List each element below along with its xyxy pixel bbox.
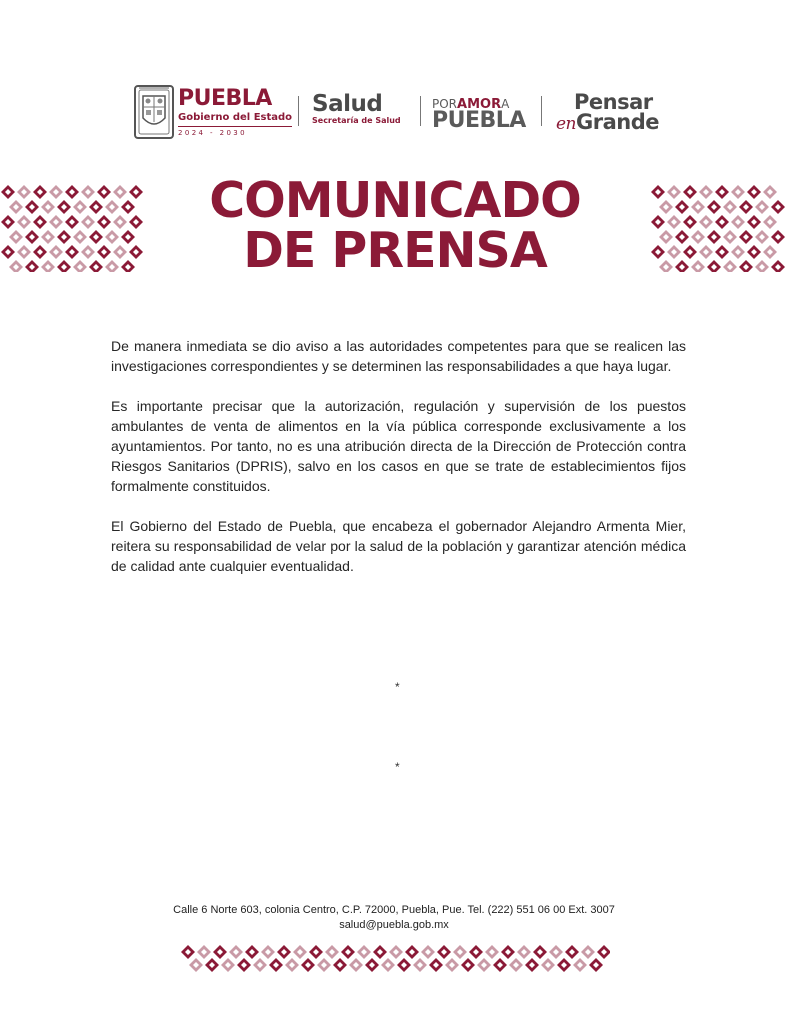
pattern-motif: [65, 245, 79, 259]
pattern-motif: [771, 230, 785, 244]
pattern-motif: [73, 200, 87, 214]
pattern-motif: [723, 260, 737, 272]
pattern-motif: [49, 185, 63, 199]
pattern-motif: [565, 945, 579, 959]
pattern-motif: [65, 185, 79, 199]
pattern-motif: [197, 945, 211, 959]
pattern-motif: [667, 215, 681, 229]
pattern-motif: [229, 945, 243, 959]
pattern-motif: [97, 185, 111, 199]
pattern-motif: [1, 215, 15, 229]
pattern-motif: [213, 945, 227, 959]
pattern-motif: [49, 215, 63, 229]
pattern-motif: [541, 958, 555, 972]
talavera-pattern-right: [650, 184, 788, 272]
pensar-en-grande-logo: [556, 92, 659, 134]
pattern-motif: [581, 945, 595, 959]
pensar-logo-grande: Grande: [576, 110, 660, 134]
footer-email: salud@puebla.gob.mx: [339, 919, 449, 931]
section-separator: *: [395, 680, 400, 694]
pattern-motif: [493, 958, 507, 972]
pattern-motif: [413, 958, 427, 972]
pattern-motif: [17, 185, 31, 199]
pattern-motif: [41, 230, 55, 244]
pattern-motif: [253, 958, 267, 972]
pattern-motif: [501, 945, 515, 959]
pattern-motif: [461, 958, 475, 972]
pattern-motif: [707, 200, 721, 214]
pattern-motif: [731, 215, 745, 229]
pattern-motif: [549, 945, 563, 959]
pattern-motif: [453, 945, 467, 959]
puebla-logo: [178, 88, 292, 138]
pattern-motif: [739, 260, 753, 272]
pattern-motif: [429, 958, 443, 972]
pattern-motif: [683, 185, 697, 199]
pattern-motif: [325, 945, 339, 959]
pattern-motif: [525, 958, 539, 972]
amor-logo-puebla: PUEBLA: [432, 108, 526, 133]
pattern-motif: [181, 945, 195, 959]
pattern-motif: [41, 200, 55, 214]
press-release-body: [111, 336, 686, 596]
pattern-motif: [357, 945, 371, 959]
pattern-motif: [589, 958, 603, 972]
pattern-motif: [707, 260, 721, 272]
pattern-motif: [221, 958, 235, 972]
pattern-motif: [9, 200, 23, 214]
talavera-pattern-footer: [180, 944, 610, 974]
pattern-motif: [25, 260, 39, 272]
pattern-motif: [699, 185, 713, 199]
pattern-motif: [349, 958, 363, 972]
pattern-motif: [57, 260, 71, 272]
pattern-motif: [381, 958, 395, 972]
pattern-motif: [723, 200, 737, 214]
pattern-motif: [691, 260, 705, 272]
amor-logo-amor: AMOR: [457, 97, 502, 112]
pattern-motif: [715, 215, 729, 229]
pattern-motif: [659, 230, 673, 244]
pattern-motif: [755, 260, 769, 272]
pattern-motif: [1, 185, 15, 199]
pattern-motif: [81, 215, 95, 229]
puebla-logo-years: 2024 - 2030: [178, 126, 292, 138]
pattern-motif: [1, 245, 15, 259]
pattern-motif: [573, 958, 587, 972]
pattern-motif: [129, 215, 143, 229]
pattern-motif: [699, 245, 713, 259]
pattern-motif: [683, 245, 697, 259]
pattern-motif: [755, 200, 769, 214]
pattern-motif: [389, 945, 403, 959]
pattern-motif: [747, 185, 761, 199]
pattern-motif: [25, 230, 39, 244]
pattern-motif: [691, 230, 705, 244]
pattern-motif: [105, 260, 119, 272]
pattern-motif: [691, 200, 705, 214]
pattern-motif: [105, 200, 119, 214]
salud-logo-subtitle: Secretaría de Salud: [312, 116, 401, 125]
footer-contact: [0, 903, 788, 933]
pattern-motif: [477, 958, 491, 972]
pattern-motif: [509, 958, 523, 972]
pattern-motif: [651, 245, 665, 259]
amor-logo-a: A: [501, 97, 510, 111]
puebla-logo-name: PUEBLA: [178, 86, 272, 111]
body-paragraph: Es importante precisar que la autorización, regulación y supervisión de los puestos ambulantes de venta de alimentos en la vía pública corresponde exclusivamente a los ayuntamientos. Por tanto, no es una atribución directa de la Dirección de Protección contra Riesgos Sanitarios (DPRIS), salvo en los casos en que se trate de establecimientos fijos formalmente constituidos.: [111, 398, 686, 494]
por-amor-a-puebla-logo: [432, 98, 526, 131]
pattern-motif: [89, 260, 103, 272]
pattern-motif: [81, 245, 95, 259]
pattern-motif: [189, 958, 203, 972]
pattern-motif: [739, 200, 753, 214]
talavera-pattern-left: [0, 184, 146, 272]
pattern-motif: [73, 230, 87, 244]
pattern-motif: [771, 200, 785, 214]
title-line-1: COMUNICADO: [209, 172, 581, 229]
pattern-motif: [341, 945, 355, 959]
pattern-motif: [121, 200, 135, 214]
pensar-logo-en: en: [556, 114, 577, 134]
pattern-motif: [49, 245, 63, 259]
pattern-motif: [113, 245, 127, 259]
pattern-motif: [277, 945, 291, 959]
pattern-motif: [81, 185, 95, 199]
pattern-motif: [763, 245, 777, 259]
pattern-motif: [129, 185, 143, 199]
pattern-motif: [373, 945, 387, 959]
pattern-motif: [57, 200, 71, 214]
pattern-motif: [485, 945, 499, 959]
state-seal-icon: [133, 82, 175, 142]
pattern-motif: [469, 945, 483, 959]
pattern-motif: [715, 185, 729, 199]
pattern-motif: [33, 185, 47, 199]
section-separator: *: [395, 760, 400, 774]
pattern-motif: [269, 958, 283, 972]
pattern-motif: [651, 185, 665, 199]
pattern-motif: [675, 200, 689, 214]
pattern-motif: [121, 230, 135, 244]
pattern-motif: [33, 215, 47, 229]
pattern-motif: [365, 958, 379, 972]
pattern-motif: [659, 260, 673, 272]
pattern-motif: [699, 215, 713, 229]
pensar-logo-top: Pensar: [574, 90, 653, 114]
body-paragraph: El Gobierno del Estado de Puebla, que encabeza el gobernador Alejandro Armenta Mier, reitera su responsabilidad de velar por la salud de la población y garantizar atención médica de calidad ante cualquier eventualidad.: [111, 518, 686, 574]
pattern-motif: [675, 230, 689, 244]
pattern-motif: [667, 185, 681, 199]
press-release-title: [160, 172, 630, 279]
pattern-motif: [707, 230, 721, 244]
pattern-motif: [557, 958, 571, 972]
pattern-motif: [97, 215, 111, 229]
pattern-motif: [755, 230, 769, 244]
pattern-motif: [659, 200, 673, 214]
pattern-motif: [597, 945, 610, 959]
pattern-motif: [747, 245, 761, 259]
pattern-motif: [261, 945, 275, 959]
pattern-motif: [421, 945, 435, 959]
pattern-motif: [41, 260, 55, 272]
logo-divider: [298, 96, 299, 126]
pattern-motif: [113, 185, 127, 199]
title-line-2: DE PRENSA: [243, 222, 547, 279]
pattern-motif: [533, 945, 547, 959]
pattern-motif: [517, 945, 531, 959]
pattern-motif: [317, 958, 331, 972]
pattern-motif: [747, 215, 761, 229]
pattern-motif: [17, 245, 31, 259]
pattern-motif: [97, 245, 111, 259]
salud-logo-name: Salud: [312, 91, 383, 117]
pattern-motif: [9, 230, 23, 244]
pattern-motif: [65, 215, 79, 229]
pattern-motif: [17, 215, 31, 229]
pattern-motif: [723, 230, 737, 244]
pattern-motif: [205, 958, 219, 972]
pattern-motif: [405, 945, 419, 959]
pattern-motif: [301, 958, 315, 972]
pattern-motif: [731, 185, 745, 199]
pattern-motif: [121, 260, 135, 272]
pattern-motif: [763, 185, 777, 199]
puebla-logo-subtitle: Gobierno del Estado: [178, 112, 293, 123]
pattern-motif: [309, 945, 323, 959]
pattern-motif: [397, 958, 411, 972]
pattern-motif: [245, 945, 259, 959]
pattern-motif: [285, 958, 299, 972]
pattern-motif: [675, 260, 689, 272]
pattern-motif: [445, 958, 459, 972]
pattern-motif: [113, 215, 127, 229]
pattern-motif: [129, 245, 143, 259]
pensar-logo-bottom: [556, 112, 659, 134]
pattern-motif: [105, 230, 119, 244]
pattern-motif: [333, 958, 347, 972]
footer-address: Calle 6 Norte 603, colonia Centro, C.P. 72000, Puebla, Pue. Tel. (222) 551 06 00 Ext. 3007: [173, 904, 615, 916]
pattern-motif: [763, 215, 777, 229]
pattern-motif: [73, 260, 87, 272]
pattern-motif: [89, 200, 103, 214]
pattern-motif: [683, 215, 697, 229]
pattern-motif: [731, 245, 745, 259]
pattern-motif: [715, 245, 729, 259]
pattern-motif: [9, 260, 23, 272]
pattern-motif: [237, 958, 251, 972]
body-paragraph: De manera inmediata se dio aviso a las autoridades competentes para que se realicen las investigaciones correspondientes y se determinen las responsabilidades a que haya lugar.: [111, 338, 686, 374]
logo-divider: [541, 96, 542, 126]
pattern-motif: [293, 945, 307, 959]
pattern-motif: [667, 245, 681, 259]
pattern-motif: [739, 230, 753, 244]
header-logos: [0, 78, 788, 148]
salud-logo: [312, 92, 401, 126]
pattern-motif: [25, 200, 39, 214]
pattern-motif: [89, 230, 103, 244]
pattern-motif: [771, 260, 785, 272]
amor-logo-por: POR: [432, 97, 458, 111]
pattern-motif: [57, 230, 71, 244]
pattern-motif: [33, 245, 47, 259]
pattern-motif: [651, 215, 665, 229]
pattern-motif: [437, 945, 451, 959]
logo-divider: [420, 96, 421, 126]
